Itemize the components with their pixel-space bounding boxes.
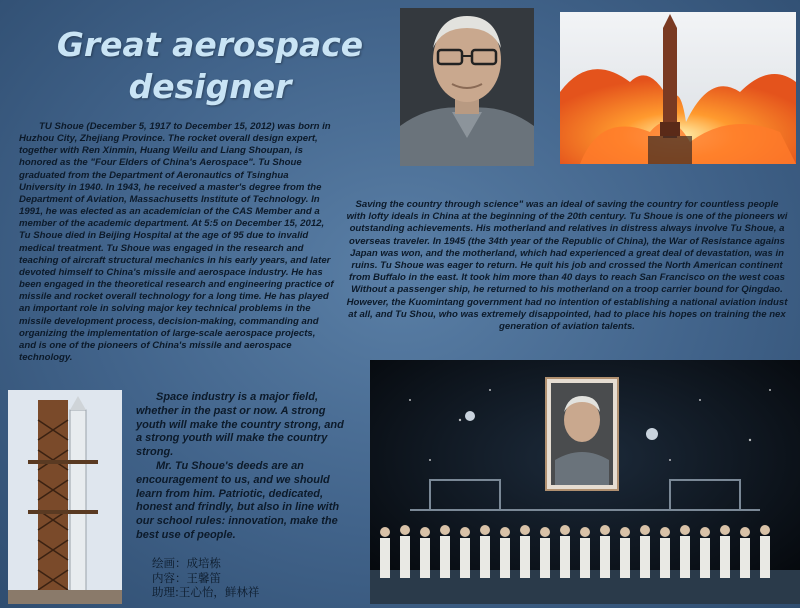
text-line: Without a passenger ship, he returned to his motherland on a troop carrier bound for Qingdao. bbox=[351, 284, 783, 296]
credit-assist: 助理:王心怡，鲜林祥 bbox=[152, 585, 260, 599]
launch-tower-illustration bbox=[8, 390, 122, 604]
text-line: Japan was won, and the motherland, which had experienced a great deal of devastation, was in bbox=[350, 247, 784, 259]
text-line: Saving the country through science" was an ideal of saving the country for countless people bbox=[355, 199, 779, 210]
credit-drawing: 绘画：成培栋 bbox=[152, 556, 221, 570]
credits bbox=[152, 556, 332, 600]
quote-paragraph-1: Space industry is a major field, whether in the past or now. A strong youth will make the country strong, and a strong youth will make the country strong. bbox=[136, 391, 344, 459]
credit-content: 内容：王馨笛 bbox=[152, 570, 221, 585]
text-line: outstanding achievements. His motherland and relatives in distress always involve Tu Shoue, a bbox=[349, 223, 785, 235]
text-line: generation of aviation talents. bbox=[499, 321, 635, 333]
text-line: ruins. Tu Shoue was eager to return. He quit his job and crossed the North American continent bbox=[351, 260, 783, 272]
text-line: from Buffalo in the east. It took him more than 40 days to reach San Francisco on the west coas bbox=[349, 272, 785, 284]
poster-title: Great aerospace designer bbox=[56, 25, 364, 106]
quote-paragraph-2: Mr. Tu Shoue's deeds are an encouragement to us, and we should learn from him. Patriotic, dedicated, honest and frindly, but also in line with our school rules: innovation, make the best use of people. bbox=[136, 459, 340, 541]
text-line: with lofty ideals in China at the beginning of the 20th century. Tu Shoue is one of the pioneers wi bbox=[346, 211, 788, 223]
text-line: overseas traveler. In 1945 (the 34th year of the Republic of China), the War of Resistance agains bbox=[349, 235, 785, 247]
rocket-launch-photo bbox=[560, 12, 796, 164]
portrait-photo bbox=[400, 8, 534, 166]
quote-block bbox=[136, 391, 348, 543]
text-line: However, the Kuomintang government had no intention of establishing a national aviation indust bbox=[346, 296, 788, 308]
saving-country-paragraph bbox=[334, 199, 800, 333]
text-line: at all, and Tu Shou, who was extremely disappointed, had to place his hopes on training the nex bbox=[348, 308, 786, 320]
biography-paragraph: TU Shoue (December 5, 1917 to December 15, 2012) was born in Huzhou City, Zhejiang Province. The rocket overall design expert, together with Ren Xinmin, Huang Weilu and Liang Shoupan, is honored as the "Four Elders of China's Aerospace". Tu Shoue graduated from the Department of Aeronautics of Tsinghua University in 1940. In 1943, he received a master's degree from the Department of Aviation, Massachusetts Institute of Technology. In 1991, he was elected as an academician of the CAS Member and a member of the academic department. At 5:5 on December 15, 2012, Tu Shoue died in Beijing Hospital at the age of 95 due to invalid medical treatment. Tu Shoue was engaged in the research and teaching of aircraft structural mechanics in his early years, and later devoted himself to China's missile and aerospace industry. He has been engaged in the theoretical research and engineering practice of missile and rocket overall technology for a long time. He has played an important role in solving major key technical problems in the missile development process, decision-making, commanding and organizing the implementation of large-scale aerospace projects, and is one of the pioneers of China's missile and aerospace technology. bbox=[19, 121, 334, 363]
launch-tower-photo bbox=[8, 390, 122, 604]
rocket-launch-illustration bbox=[560, 12, 796, 164]
portrait-illustration bbox=[400, 8, 534, 166]
stage-memorial-illustration bbox=[370, 360, 800, 604]
stage-memorial-photo bbox=[370, 360, 800, 604]
